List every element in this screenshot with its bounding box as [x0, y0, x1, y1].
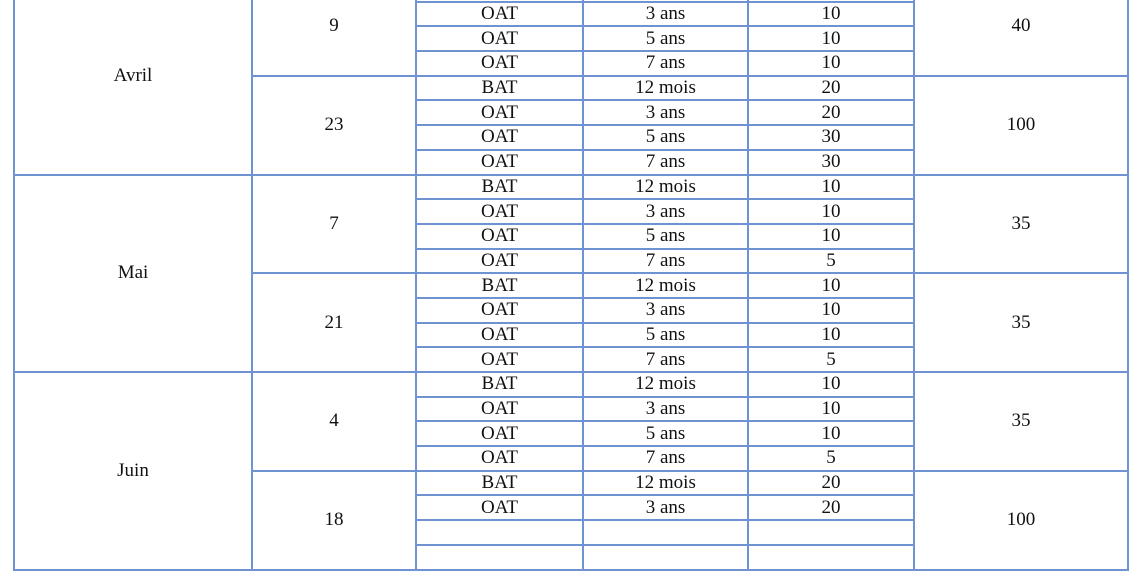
- month-cell: Juin: [14, 372, 252, 570]
- security-type-cell: OAT: [416, 125, 583, 150]
- amount-cell: 30: [748, 150, 914, 175]
- amount-cell: 10: [748, 224, 914, 249]
- security-type-cell: BAT: [416, 273, 583, 298]
- security-type-cell: OAT: [416, 495, 583, 520]
- maturity-cell: 5 ans: [583, 421, 748, 446]
- security-type-cell: OAT: [416, 100, 583, 125]
- auction-day-cell: 21: [252, 273, 416, 372]
- security-type-cell: OAT: [416, 199, 583, 224]
- amount-cell: 10: [748, 397, 914, 422]
- amount-cell: 10: [748, 199, 914, 224]
- amount-cell: 20: [748, 471, 914, 496]
- auction-day-cell: 18: [252, 471, 416, 570]
- maturity-cell: 5 ans: [583, 224, 748, 249]
- table-row: [14, 372, 1128, 397]
- maturity-cell: 3 ans: [583, 495, 748, 520]
- maturity-cell: 7 ans: [583, 347, 748, 372]
- security-type-cell: BAT: [416, 471, 583, 496]
- issuance-schedule-table: [13, 0, 1129, 571]
- security-type-cell: OAT: [416, 2, 583, 27]
- auction-total-cell: 40: [914, 0, 1128, 76]
- maturity-cell: [583, 520, 748, 545]
- amount-cell: 10: [748, 175, 914, 200]
- security-type-cell: BAT: [416, 175, 583, 200]
- month-cell: Avril: [14, 0, 252, 175]
- auction-total-cell: 100: [914, 471, 1128, 570]
- security-type-cell: [416, 520, 583, 545]
- maturity-cell: 12 mois: [583, 175, 748, 200]
- amount-cell: 10: [748, 26, 914, 51]
- amount-cell: 5: [748, 249, 914, 274]
- security-type-cell: OAT: [416, 51, 583, 76]
- maturity-cell: 12 mois: [583, 76, 748, 101]
- security-type-cell: BAT: [416, 76, 583, 101]
- maturity-cell: 3 ans: [583, 100, 748, 125]
- security-type-cell: OAT: [416, 397, 583, 422]
- security-type-cell: [416, 545, 583, 570]
- maturity-cell: 5 ans: [583, 125, 748, 150]
- auction-total-cell: 35: [914, 273, 1128, 372]
- amount-cell: 20: [748, 76, 914, 101]
- table-row: [14, 175, 1128, 200]
- amount-cell: 10: [748, 372, 914, 397]
- table-container: [13, 0, 1129, 571]
- security-type-cell: BAT: [416, 372, 583, 397]
- amount-cell: 20: [748, 100, 914, 125]
- amount-cell: 10: [748, 323, 914, 348]
- amount-cell: [748, 520, 914, 545]
- maturity-cell: 3 ans: [583, 298, 748, 323]
- auction-day-cell: 4: [252, 372, 416, 471]
- month-cell: Mai: [14, 175, 252, 373]
- maturity-cell: 7 ans: [583, 51, 748, 76]
- security-type-cell: OAT: [416, 323, 583, 348]
- maturity-cell: 7 ans: [583, 446, 748, 471]
- amount-cell: 10: [748, 2, 914, 27]
- auction-day-cell: 9: [252, 0, 416, 76]
- auction-day-cell: 23: [252, 76, 416, 175]
- maturity-cell: [583, 545, 748, 570]
- maturity-cell: 12 mois: [583, 273, 748, 298]
- amount-cell: 20: [748, 495, 914, 520]
- amount-cell: 5: [748, 446, 914, 471]
- maturity-cell: 7 ans: [583, 150, 748, 175]
- security-type-cell: OAT: [416, 224, 583, 249]
- security-type-cell: OAT: [416, 26, 583, 51]
- maturity-cell: 12 mois: [583, 372, 748, 397]
- maturity-cell: 7 ans: [583, 249, 748, 274]
- maturity-cell: 12 mois: [583, 471, 748, 496]
- auction-total-cell: 35: [914, 372, 1128, 471]
- amount-cell: 10: [748, 421, 914, 446]
- security-type-cell: OAT: [416, 150, 583, 175]
- amount-cell: 10: [748, 298, 914, 323]
- auction-total-cell: 35: [914, 175, 1128, 274]
- auction-day-cell: 7: [252, 175, 416, 274]
- amount-cell: 30: [748, 125, 914, 150]
- maturity-cell: 3 ans: [583, 2, 748, 27]
- maturity-cell: 5 ans: [583, 323, 748, 348]
- maturity-cell: 5 ans: [583, 26, 748, 51]
- amount-cell: 5: [748, 347, 914, 372]
- security-type-cell: OAT: [416, 421, 583, 446]
- auction-total-cell: 100: [914, 76, 1128, 175]
- security-type-cell: OAT: [416, 249, 583, 274]
- amount-cell: [748, 545, 914, 570]
- amount-cell: 10: [748, 273, 914, 298]
- maturity-cell: 3 ans: [583, 397, 748, 422]
- security-type-cell: OAT: [416, 347, 583, 372]
- amount-cell: 10: [748, 51, 914, 76]
- security-type-cell: OAT: [416, 446, 583, 471]
- maturity-cell: 3 ans: [583, 199, 748, 224]
- security-type-cell: OAT: [416, 298, 583, 323]
